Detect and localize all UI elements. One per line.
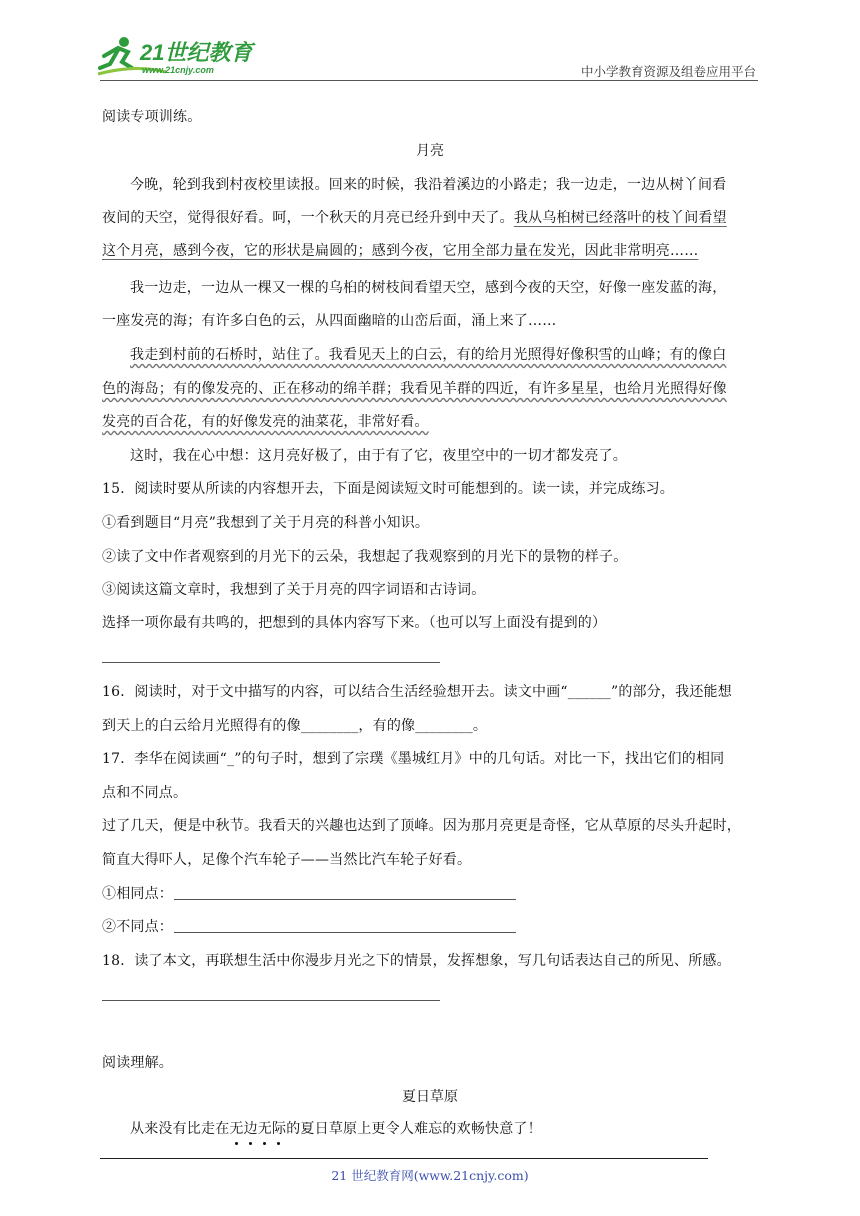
- wavy-underlined-sentence: 发亮的百合花，有的好像发亮的油菜花，非常好看。: [102, 414, 429, 430]
- quoted-passage: 过了几天，便是中秋节。我看天的兴趣也达到了顶峰。因为那月亮更是奇怪，它从草原的尽头升起时，: [102, 818, 741, 834]
- header-divider: [100, 80, 758, 81]
- blank: ______: [567, 684, 611, 700]
- difference-label: ②不同点：: [102, 919, 173, 935]
- svg-text:www.21cnjy.com: www.21cnjy.com: [142, 65, 214, 75]
- wavy-underlined-sentence: 我走到村前的石桥时，站住了。我看见天上的白云，有的给月光照得好像积雪的山峰；有的像白: [130, 347, 727, 363]
- similarity-label: ①相同点：: [102, 886, 173, 902]
- question-15-option-1: ①看到题目“月亮”我想到了关于月亮的科普小知识。: [102, 515, 430, 531]
- runner-logo-icon: [96, 34, 256, 78]
- paragraph-line: [130, 1118, 542, 1138]
- section-intro: 阅读理解。: [102, 1055, 173, 1071]
- paragraph-line: 今晚，轮到我到村夜校里读报。回来的时候，我沿着溪边的小路走；我一边走，一边从树丫间看: [130, 177, 727, 193]
- question-15-task: 选择一项你最有共鸣的，把想到的具体内容写下来。（也可以写上面没有提到的）: [102, 615, 607, 631]
- answer-line-q18[interactable]: [102, 1000, 440, 1001]
- paragraph-line: 这时，我在心中想：这月亮好极了，由于有了它，夜里空中的一切才都发亮了。: [130, 448, 627, 464]
- paragraph-line: [102, 207, 727, 227]
- answer-blank[interactable]: ________: [300, 718, 359, 734]
- blank: _: [226, 751, 235, 767]
- paragraph-line: [102, 240, 698, 260]
- question-17: [102, 748, 724, 768]
- dotted-emphasis: [229, 1121, 286, 1137]
- question-text: ”的部分，我还能想: [610, 684, 732, 700]
- paragraph-text: 的夏日草原上更令人难忘的欢畅快意了！: [286, 1121, 542, 1137]
- underlined-sentence: 这个月亮，感到今夜，它的形状是扁圆的；感到今夜，它用全部力量在发光，因此非常明亮……: [102, 243, 699, 259]
- question-16-line-2: [102, 715, 487, 735]
- answer-line-similarity[interactable]: [174, 899, 516, 900]
- question-15: 15．阅读时要从所读的内容想开去，下面是阅读短文时可能想到的。读一读，并完成练习。: [102, 481, 675, 497]
- question-15-option-3: ③阅读这篇文章时，我想到了关于月亮的四字词语和古诗词。: [102, 582, 486, 598]
- emphasis-text: 无边无际: [229, 1121, 287, 1137]
- answer-blank[interactable]: ________: [415, 718, 473, 734]
- question-text: 到天上的白云给月光照得有的像: [102, 718, 301, 734]
- question-text: ，有的像: [358, 718, 416, 734]
- question-text: 17．李华在阅读画“: [102, 751, 227, 767]
- paragraph-line: [102, 378, 727, 398]
- question-text: ”的句子时，想到了宗璞《墨城红月》中的几句话。对比一下，找出它们的相同: [234, 751, 725, 767]
- answer-line-q15[interactable]: [102, 662, 440, 663]
- paragraph-line: [102, 411, 429, 431]
- section-intro: 阅读专项训练。: [102, 109, 202, 125]
- question-16: [102, 681, 732, 701]
- footer-divider: [100, 1158, 708, 1159]
- wavy-underlined-sentence: 色的海岛；有的像发亮的、正在移动的绵羊群；我看见羊群的四近，有许多星星，也给月光照得好像: [102, 381, 727, 397]
- platform-label: 中小学教育资源及组卷应用平台: [580, 64, 756, 79]
- quoted-passage: 简直大得吓人，足像个汽车轮子——当然比汽车轮子好看。: [102, 852, 472, 868]
- paragraph-text: 从来没有比走在: [130, 1121, 230, 1137]
- footer-link[interactable]: 21 世纪教育网(www.21cnjy.com): [331, 1168, 529, 1183]
- paragraph-line: 一座发亮的海；有许多白色的云，从四面幽暗的山峦后面，涌上来了……: [102, 313, 557, 329]
- paragraph-text: 夜间的天空，觉得很好看。呵，一个秋天的月亮已经升到中天了。: [102, 210, 514, 226]
- answer-line-difference[interactable]: [174, 932, 516, 933]
- question-15-option-2: ②读了文中作者观察到的月光下的云朵，我想起了我观察到的月光下的景物的样子。: [102, 549, 628, 565]
- article-title: 月亮: [416, 143, 444, 159]
- question-text: 。: [472, 718, 488, 734]
- site-logo: [96, 34, 256, 78]
- paragraph-line: 我一边走，一边从一棵又一棵的乌桕的树枝间看望天空，感到今夜的天空，好像一座发蓝的海，: [130, 280, 727, 296]
- question-18: 18．读了本文，再联想生活中你漫步月光之下的情景，发挥想象，写几句话表达自己的所见、所感。: [102, 953, 731, 969]
- article-title: 夏日草原: [402, 1089, 458, 1105]
- svg-text:21世纪教育: 21世纪教育: [140, 40, 253, 65]
- paragraph-line: [130, 344, 726, 364]
- question-17-line-2: 点和不同点。: [102, 785, 188, 801]
- question-text: 16．阅读时，对于文中描写的内容，可以结合生活经验想开去。读文中画“: [102, 684, 568, 700]
- underlined-sentence: 我从乌桕树已经落叶的枝丫间看望: [513, 210, 727, 226]
